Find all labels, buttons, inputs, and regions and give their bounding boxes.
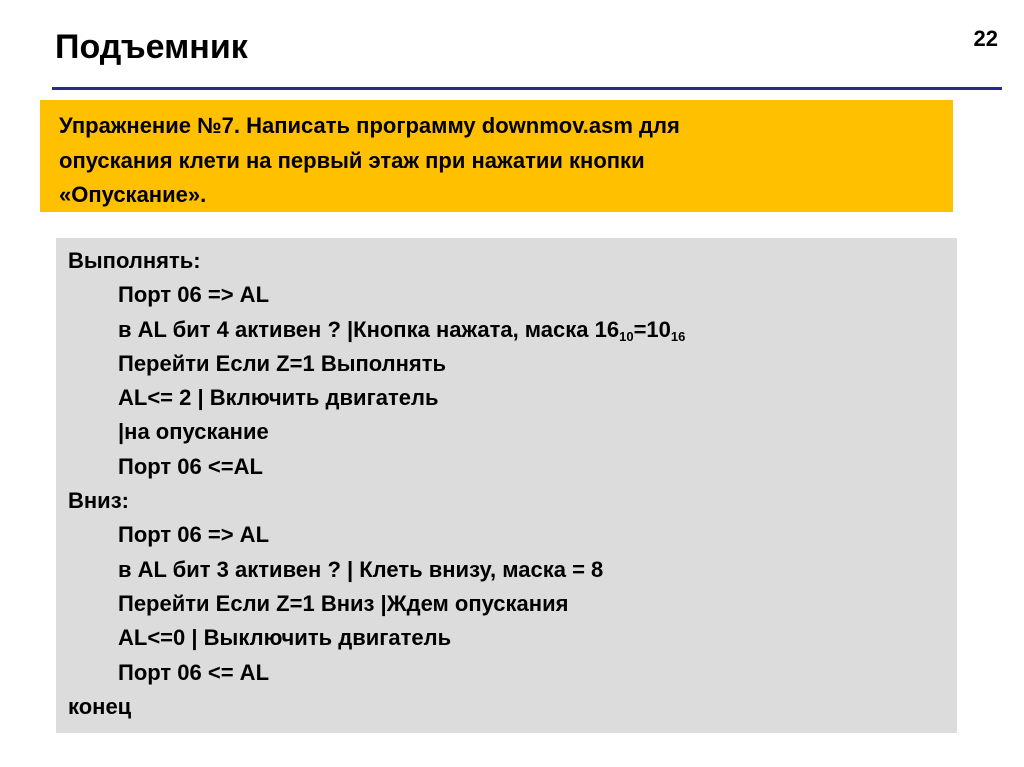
label-down: Вниз: (68, 488, 129, 514)
code-line: Порт 06 => AL (118, 282, 270, 308)
label-run: Выполнять: (68, 248, 201, 273)
code-line: Порт 06 => AL (118, 522, 270, 548)
code-text: в AL бит 4 активен ? |Кнопка нажата, маска 16 (118, 316, 620, 342)
code-line: AL<= 2 | Включить двигатель (118, 385, 439, 411)
code-line: |на опускание (118, 419, 269, 445)
code-line: Перейти Если Z=1 Выполнять (118, 350, 447, 376)
slide-title: Подъемник (55, 28, 248, 66)
code-line: AL<=0 | Выключить двигатель (118, 625, 452, 651)
code-line-mask (68, 313, 945, 347)
title-divider (52, 87, 1002, 90)
code-line: Порт 06 <= AL (118, 659, 270, 685)
code-text: =10 (633, 316, 671, 342)
code-line: в AL бит 3 активен ? | Клеть внизу, маска = 8 (118, 556, 604, 582)
pseudocode-box (56, 238, 957, 733)
label-end: конец (68, 693, 132, 719)
task-line: «Опускание». (59, 182, 207, 207)
code-line: Порт 06 <=AL (118, 453, 263, 479)
subscript-base: 10 (619, 328, 634, 344)
code-line: Перейти Если Z=1 Вниз |Ждем опускания (118, 590, 569, 616)
exercise-task-box (40, 100, 953, 212)
task-line: Упражнение №7. Написать программу downmov.asm для (59, 113, 680, 138)
slide-number: 22 (973, 26, 998, 51)
subscript-base: 16 (670, 328, 686, 344)
task-line: опускания клети на первый этаж при нажатии кнопки (59, 147, 645, 173)
